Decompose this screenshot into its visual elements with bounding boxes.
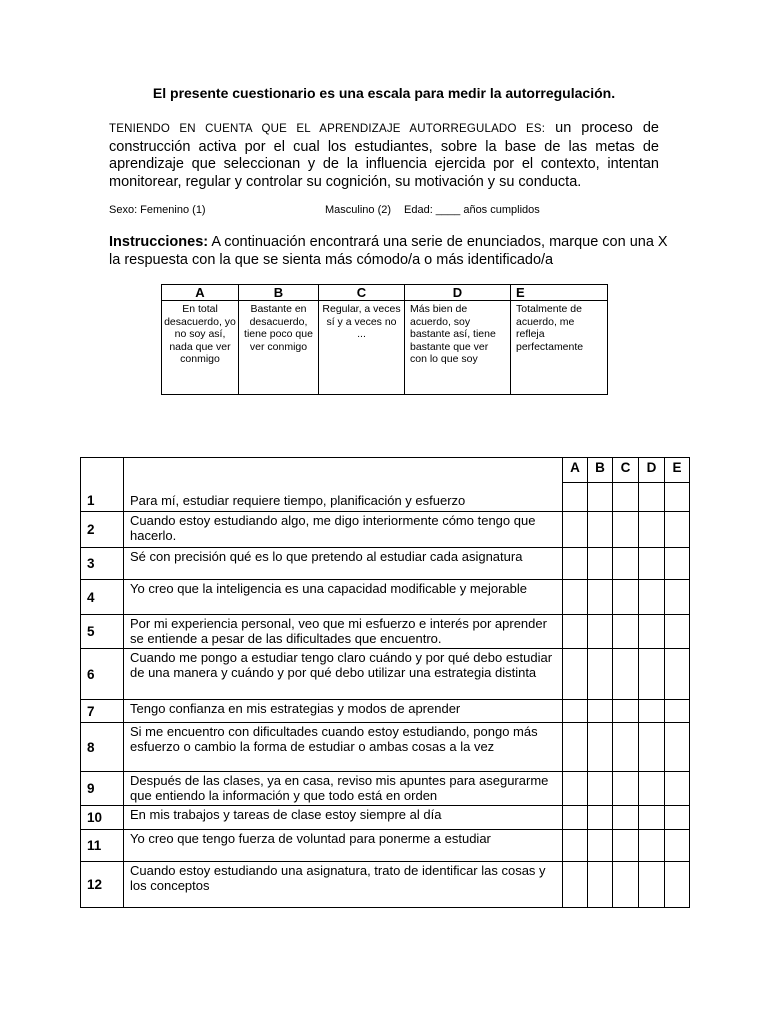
item-number: 4 [81,580,124,615]
option-header-e: E [665,458,690,483]
item-statement: En mis trabajos y tareas de clase estoy siempre al día [124,806,563,830]
table-row [81,830,690,862]
item-statement: Cuando estoy estudiando una asignatura, trato de identificar las cosas y los conceptos [124,862,563,908]
answer-cell-e[interactable] [665,483,690,512]
item-number: 3 [81,548,124,580]
answer-cell-d[interactable] [639,862,665,908]
answer-cell-d[interactable] [639,483,665,512]
answer-cell-b[interactable] [588,649,613,700]
item-number: 6 [81,649,124,700]
answer-cell-a[interactable] [563,723,588,772]
item-number: 1 [81,483,124,512]
answer-cell-c[interactable] [613,700,639,723]
legend-letter-a: A [162,285,239,301]
item-number: 8 [81,723,124,772]
answer-cell-e[interactable] [665,649,690,700]
answer-cell-c[interactable] [613,649,639,700]
item-statement: Por mi experiencia personal, veo que mi esfuerzo e interés por aprender se entiende a pesar de las dificultades que encuentro. [124,615,563,649]
legend-desc-c: Regular, a veces sí y a veces no ... [319,301,405,395]
edad-label: Edad: ____ años cumplidos [404,204,540,216]
answer-cell-e[interactable] [665,615,690,649]
table-row [81,862,690,908]
answer-cell-c[interactable] [613,806,639,830]
item-number: 2 [81,512,124,548]
table-row [81,700,690,723]
item-number: 5 [81,615,124,649]
answer-cell-a[interactable] [563,512,588,548]
answer-cell-c[interactable] [613,580,639,615]
answer-cell-e[interactable] [665,806,690,830]
answer-cell-d[interactable] [639,649,665,700]
legend-desc-a: En total desacuerdo, yo no soy así, nada que ver conmigo [162,301,239,395]
item-statement: Después de las clases, ya en casa, reviso mis apuntes para asegurarme que entiendo la información y que todo está en orden [124,772,563,806]
answer-cell-d[interactable] [639,615,665,649]
instructions-text: A continuación encontrará una serie de enunciados, marque con una X la respuesta con la que se sienta más cómodo/a o más identificado/a [109,234,668,268]
option-header-a: A [563,458,588,483]
answer-cell-d[interactable] [639,772,665,806]
answer-cell-c[interactable] [613,483,639,512]
answer-cell-b[interactable] [588,700,613,723]
table-row [81,615,690,649]
answer-cell-a[interactable] [563,615,588,649]
answer-cell-a[interactable] [563,700,588,723]
answer-cell-c[interactable] [613,723,639,772]
legend-letter-b: B [239,285,319,301]
questionnaire-table [80,457,690,908]
answer-cell-e[interactable] [665,580,690,615]
instructions [109,234,669,269]
answer-cell-c[interactable] [613,512,639,548]
answer-cell-c[interactable] [613,615,639,649]
demographics-row [109,204,669,218]
answer-cell-b[interactable] [588,806,613,830]
legend-desc-d: Más bien de acuerdo, soy bastante así, tiene bastante que ver con lo que soy [405,301,511,395]
intro-paragraph [109,120,659,191]
item-number: 9 [81,772,124,806]
answer-cell-b[interactable] [588,615,613,649]
item-statement: Cuando estoy estudiando algo, me digo interiormente cómo tengo que hacerlo. [124,512,563,548]
answer-cell-a[interactable] [563,649,588,700]
table-row [81,580,690,615]
answer-cell-c[interactable] [613,862,639,908]
legend-desc-b: Bastante en desacuerdo, tiene poco que ver conmigo [239,301,319,395]
answer-cell-d[interactable] [639,512,665,548]
item-number: 11 [81,830,124,862]
answer-cell-b[interactable] [588,862,613,908]
answer-cell-a[interactable] [563,483,588,512]
legend-letter-e: E [511,285,608,301]
item-statement: Si me encuentro con dificultades cuando estoy estudiando, pongo más esfuerzo o cambio la forma de estudiar o ambas cosas a la vez [124,723,563,772]
legend-letter-c: C [319,285,405,301]
page-title: El presente cuestionario es una escala para medir la autorregulación. [152,85,616,101]
answer-cell-e[interactable] [665,772,690,806]
item-statement: Yo creo que la inteligencia es una capacidad modificable y mejorable [124,580,563,615]
answer-cell-e[interactable] [665,862,690,908]
answer-cell-e[interactable] [665,830,690,862]
answer-cell-e[interactable] [665,700,690,723]
answer-cell-b[interactable] [588,830,613,862]
table-row [81,548,690,580]
answer-cell-a[interactable] [563,580,588,615]
response-legend-table [161,284,608,395]
table-row [81,723,690,772]
answer-cell-b[interactable] [588,548,613,580]
intro-lead: TENIENDO EN CUENTA QUE EL APRENDIZAJE AUTORREGULADO ES: [109,123,546,135]
legend-letter-d: D [405,285,511,301]
item-number: 12 [81,862,124,908]
answer-cell-d[interactable] [639,548,665,580]
answer-cell-b[interactable] [588,512,613,548]
answer-cell-b[interactable] [588,483,613,512]
table-row [81,806,690,830]
table-row [81,772,690,806]
answer-cell-e[interactable] [665,723,690,772]
intro-body: un proceso de construcción activa por el cual los estudiantes, sobre la base de las metas de aprendizaje que seleccionan y de la influencia ejercida por el contexto, intentan monitorear, regular y controlar su cognición, su motivación y su conducta. [109,120,659,190]
answer-cell-b[interactable] [588,580,613,615]
answer-cell-b[interactable] [588,772,613,806]
answer-cell-a[interactable] [563,862,588,908]
answer-cell-e[interactable] [665,512,690,548]
item-statement: Para mí, estudiar requiere tiempo, planificación y esfuerzo [124,483,563,512]
item-statement: Yo creo que tengo fuerza de voluntad para ponerme a estudiar [124,830,563,862]
answer-cell-a[interactable] [563,830,588,862]
answer-cell-d[interactable] [639,723,665,772]
answer-cell-d[interactable] [639,806,665,830]
option-header-b: B [588,458,613,483]
answer-cell-d[interactable] [639,580,665,615]
answer-cell-a[interactable] [563,548,588,580]
answer-cell-b[interactable] [588,723,613,772]
table-row [81,649,690,700]
answer-cell-c[interactable] [613,830,639,862]
table-header-row [81,458,690,483]
item-statement: Cuando me pongo a estudiar tengo claro cuándo y por qué debo estudiar de una manera y cuándo y por qué debo utilizar una estrategia distinta [124,649,563,700]
masculino-label: Masculino (2) [325,204,392,216]
answer-cell-c[interactable] [613,772,639,806]
option-header-c: C [613,458,639,483]
legend-desc-e: Totalmente de acuerdo, me refleja perfectamente [511,301,608,395]
item-statement: Tengo confianza en mis estrategias y modos de aprender [124,700,563,723]
item-statement: Sé con precisión qué es lo que pretendo al estudiar cada asignatura [124,548,563,580]
answer-cell-e[interactable] [665,548,690,580]
sexo-femenino-label: Sexo: Femenino (1) [109,204,206,216]
answer-cell-d[interactable] [639,830,665,862]
answer-cell-d[interactable] [639,700,665,723]
table-row [81,483,690,512]
answer-cell-a[interactable] [563,806,588,830]
table-row [81,512,690,548]
item-number: 7 [81,700,124,723]
answer-cell-a[interactable] [563,772,588,806]
option-header-d: D [639,458,665,483]
answer-cell-c[interactable] [613,548,639,580]
instructions-label: Instrucciones: [109,234,209,250]
item-number: 10 [81,806,124,830]
